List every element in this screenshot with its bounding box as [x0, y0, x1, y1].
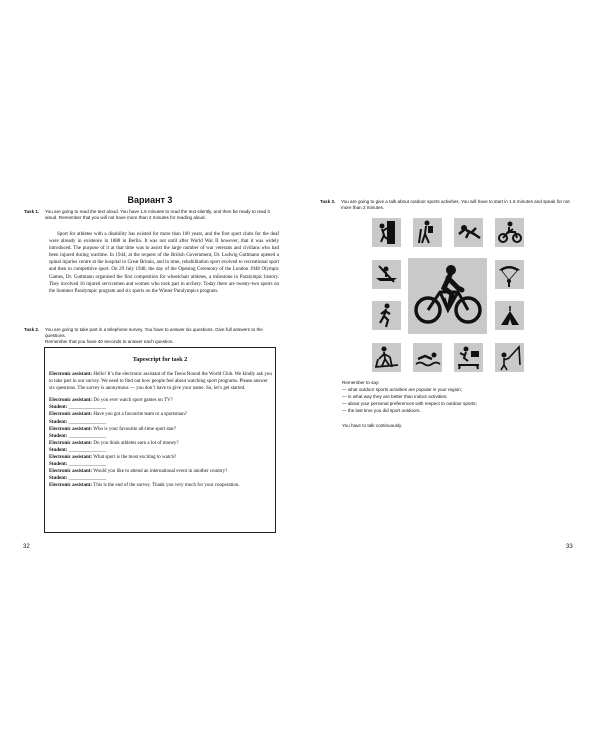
closing-instruction: You have to talk continuously.: [342, 422, 403, 428]
running-icon: [372, 301, 401, 330]
fishing-icon: [495, 343, 524, 372]
kayaking-icon: [372, 260, 401, 289]
task2-instruction-text: You are going to take part in a telephone survey. You have to answer six questions. Give full answers to the questions.: [45, 327, 263, 338]
task1-instruction: [24, 209, 282, 221]
student-blank: _______________: [68, 419, 107, 425]
task2-label: Task 2.: [24, 327, 40, 332]
question-speaker: Electronic assistant:: [49, 426, 93, 432]
question-text: Who is your favourite all-time sport star?: [93, 426, 177, 432]
question-line: [49, 397, 273, 404]
student-line: [49, 433, 273, 440]
task3-label: Task 3.: [320, 199, 336, 204]
intro-line: [49, 371, 273, 392]
question-speaker: Electronic assistant:: [49, 440, 93, 446]
remember-point: — in what way they are better than indoor activities;: [342, 393, 448, 399]
question-text: Have you got a favourite team or a sportsman?: [93, 412, 187, 418]
task2-instruction: [24, 327, 282, 345]
outro-line: [49, 482, 273, 489]
student-blank: _______________: [68, 462, 107, 468]
question-text: Would you like to attend an international event in another country?: [93, 469, 228, 475]
question-speaker: Electronic assistant:: [49, 455, 93, 461]
student-label: Student:: [49, 433, 68, 439]
student-blank: _______________: [68, 447, 107, 453]
student-label: Student:: [49, 419, 68, 425]
remember-point: — about your personal preferences with respect to outdoor sports;: [342, 400, 477, 406]
task1-label: Task 1.: [24, 209, 40, 214]
remember-block: [342, 380, 572, 429]
task2-remember: Remember that you have 40 seconds to answer each question.: [45, 339, 174, 344]
page-number-left: 32: [23, 544, 30, 550]
task1-instruction-text: You are going to read the text aloud. You have 1.5 minutes to read the text silently, and then be ready to read it aloud. Remember that you will not have more than 2 minutes for reading aloud.: [45, 209, 270, 220]
question-text: What sport is the most exciting to watch?: [93, 455, 177, 461]
student-blank: _______________: [68, 476, 107, 482]
hiking-icon: [413, 218, 442, 247]
variant-title: Вариант 3: [127, 195, 173, 205]
intro-text: Hello! It’s the electronic assistant of the Teens Round the World Club. We kindly ask you to take part in our survey. We need to find out how people feel about watching sport programs. Please answer six questions. The survey is anonymous — you don’t have to give your name. So, let’s get started.: [49, 372, 272, 392]
trampoline-icon: [454, 343, 483, 372]
remember-point: — what outdoor sports activities are popular in your region;: [342, 386, 463, 392]
student-line: [49, 475, 273, 482]
outro-text: This is the end of the survey. Thank you very much for your cooperation.: [93, 483, 240, 489]
tapescript-box: [44, 347, 276, 533]
tapescript-title: Tapescript for task 2: [132, 356, 188, 363]
swimming-icon: [413, 343, 442, 372]
student-label: Student:: [49, 462, 68, 468]
reading-text: [49, 231, 279, 295]
question-line: [49, 454, 273, 461]
outro-speaker: Electronic assistant:: [49, 483, 93, 489]
cycling-icon: [408, 258, 487, 334]
student-line: [49, 461, 273, 468]
student-label: Student:: [49, 447, 68, 453]
student-line: [49, 447, 273, 454]
skiing-icon: [372, 343, 401, 372]
question-speaker: Electronic assistant:: [49, 398, 93, 404]
student-blank: _______________: [68, 405, 107, 411]
rock-climbing-icon: [372, 218, 401, 247]
question-line: [49, 468, 273, 475]
skydiving-icon: [454, 218, 483, 247]
camping-icon: [495, 301, 524, 330]
question-speaker: Electronic assistant:: [49, 412, 93, 418]
question-text: Do you ever watch sport games on TV?: [93, 398, 173, 404]
student-blank: _______________: [68, 433, 107, 439]
question-line: [49, 440, 273, 447]
remember-title: Remember to say:: [342, 380, 380, 385]
tapescript-dialogue: [49, 371, 273, 490]
task3-instruction-text: You are going to give a talk about outdoor sports activities. You will have to start in 1.5 minutes and speak for not more than 2 minutes.: [341, 199, 570, 210]
page-number-right: 33: [566, 544, 573, 550]
question-line: [49, 411, 273, 418]
reading-text-body: Sport for athletes with a disability has existed for more than 100 years, and the first sport clubs for the deaf were already in existence in 1888 in Berlin. It was not until after World War II however, that it was widely introduced. The purpose of it at that time was to assist the large number of war veterans and civilians who had been injured during wartime. In 1944, at the request of the British Government, Dr. Ludwig Guttmann opened a spinal injuries centre at the hospital in Great Britain, and in time, rehabilitation sport evolved to recreational sport and then to competitive sport. On 29 July 1948, the day of the Opening Ceremony of the London 1948 Olympic Games, Dr. Guttmann organised the first competition for wheelchair athletes, a milestone in Paralympic history. They involved 16 injured servicemen and women who took part in archery. Today there are twenty-two sports on the Summer Paralympic program and six sports on the Winter Paralympics program.: [49, 232, 279, 294]
motocross-icon: [495, 218, 524, 247]
intro-speaker: Electronic assistant:: [49, 372, 93, 377]
student-line: [49, 404, 273, 411]
student-line: [49, 419, 273, 426]
student-label: Student:: [49, 476, 68, 482]
remember-point: — the last time you did sport outdoors.: [342, 407, 421, 413]
student-label: Student:: [49, 405, 68, 411]
paragliding-icon: [495, 260, 524, 289]
task3-instruction: [320, 199, 578, 211]
question-speaker: Electronic assistant:: [49, 469, 93, 475]
question-line: [49, 426, 273, 433]
question-text: Do you think athletes earn a lot of money?: [93, 440, 179, 446]
